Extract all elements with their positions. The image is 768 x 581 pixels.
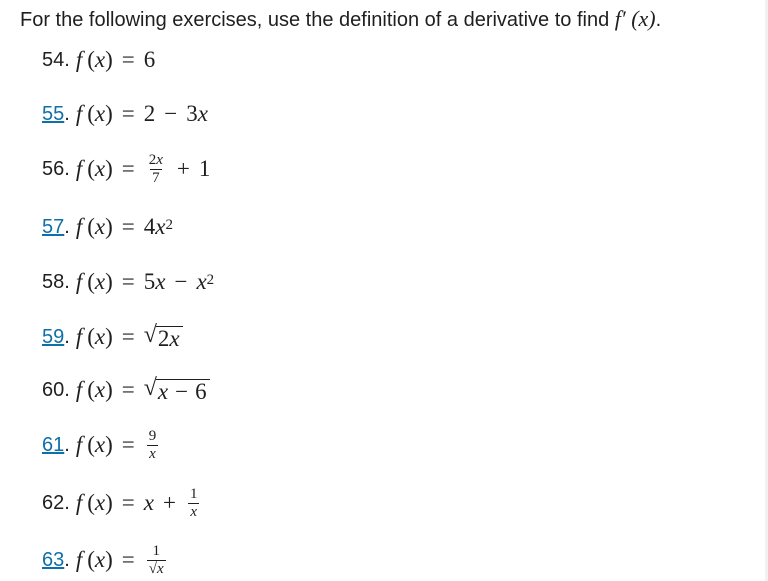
fraction: $\frac{1}{√x}$ <box>148 542 164 577</box>
fraction: $\frac{1}{x}$ <box>189 485 198 520</box>
square-root: √ 2x <box>144 323 183 351</box>
exercise-number: 54. <box>42 48 70 71</box>
exercise-54 <box>42 43 155 77</box>
exercise-number: 63. <box>42 548 70 571</box>
exercise-number: 56. <box>42 157 70 180</box>
exercise-number: 59. <box>42 325 70 348</box>
exercise-link[interactable]: 59 <box>42 325 65 348</box>
instructions-period: . <box>655 9 662 31</box>
fraction: $\frac{2x}{7}$ <box>148 151 163 186</box>
formula: f ( x ) = 6 <box>75 47 156 72</box>
exercise-55 <box>42 97 208 131</box>
formula: f ( x ) = $\frac{9}{x}$ <box>75 427 157 462</box>
exercise-link[interactable]: 63 <box>42 548 65 571</box>
exercise-60 <box>42 373 210 407</box>
exercise-link[interactable]: 57 <box>42 215 65 238</box>
formula: f ( x ) = 5 x − x $^2$ <box>75 269 215 294</box>
exercise-63 <box>42 543 169 577</box>
exercise-number: 60. <box>42 378 70 401</box>
instructions <box>20 5 661 34</box>
exercise-number: 55. <box>42 102 70 125</box>
exercise-61 <box>42 428 161 462</box>
exercise-number: 58. <box>42 270 70 293</box>
exercise-59 <box>42 320 183 354</box>
formula: f ( x ) = √ 2x <box>76 323 183 351</box>
formula: f ( x ) = x + $\frac{1}{x}$ <box>75 485 198 520</box>
formula: f ( x ) = 2 − 3 x <box>75 101 208 126</box>
formula: f ( x ) = $\frac{2x}{7}$ + 1 <box>75 151 211 186</box>
fraction: $\frac{9}{x}$ <box>148 427 157 462</box>
square-root: √ x − 6 <box>144 376 210 404</box>
formula: f ( x ) = $\frac{1}{√x}$ <box>75 542 164 577</box>
exercise-number: 62. <box>42 491 70 514</box>
exercise-number: 57. <box>42 215 70 238</box>
exercise-link[interactable]: 61 <box>42 433 65 456</box>
formula: f ( x ) = 4 x $^2$ <box>75 214 173 239</box>
exercise-56 <box>42 152 210 186</box>
exercise-link[interactable]: 55 <box>42 102 65 125</box>
exercise-58 <box>42 265 214 299</box>
exercise-number: 61. <box>42 433 70 456</box>
instructions-math: f′ (x) <box>614 6 656 31</box>
exercise-62 <box>42 486 202 520</box>
exercise-57 <box>42 210 173 244</box>
instructions-text: For the following exercises, use the definition of a derivative to find <box>20 9 610 31</box>
formula: f ( x ) = √ x − 6 <box>76 376 210 404</box>
